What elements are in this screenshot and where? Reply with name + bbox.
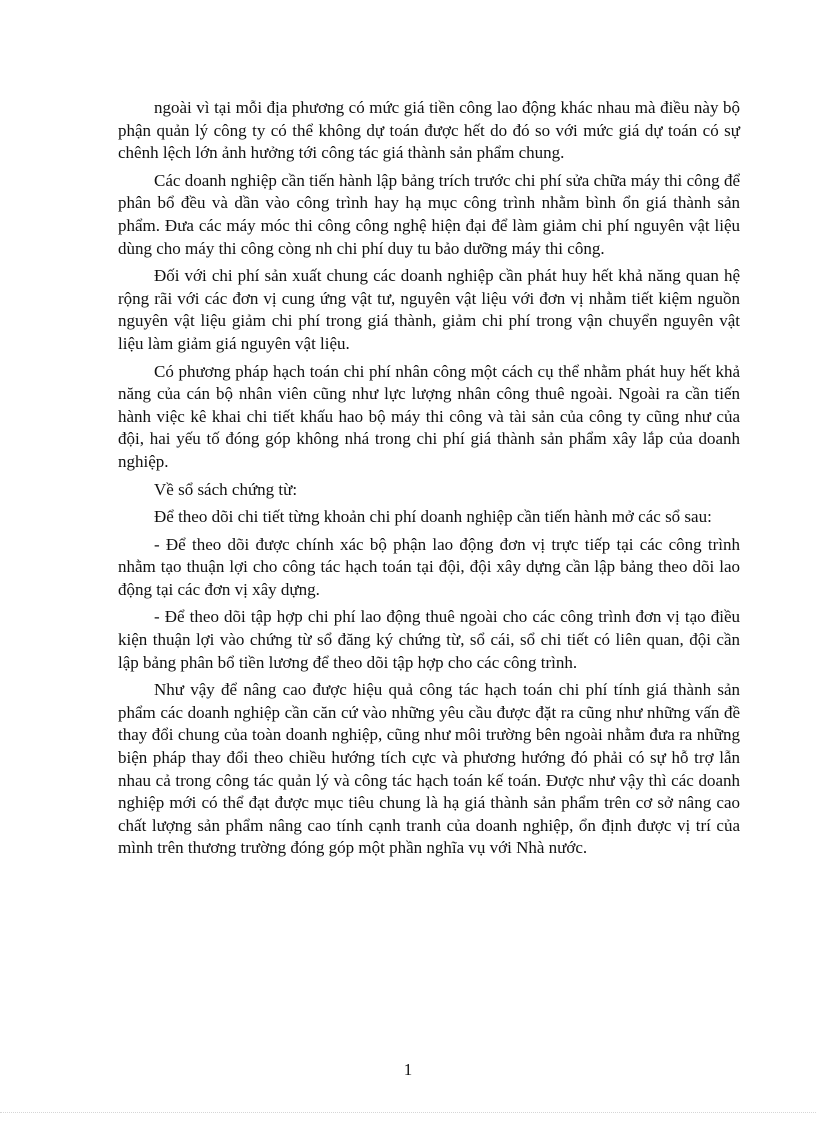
paragraph-6: Để theo dõi chi tiết từng khoản chi phí doanh nghiệp cần tiến hành mở các sổ sau:: [154, 507, 712, 527]
paragraph-4: Có phương pháp hạch toán chi phí nhân công một cách cụ thể nhằm phát huy hết khả năng của cán bộ nhân viên cũng như lực lượng nhân công thuê ngoài. Ngoài ra cần tiến hành việc kê khai chi tiết khấu hao bộ máy thi công và tài sản của công ty cũng như của đội, hai yếu tố đóng góp không nhá trong chi phí giá thành sản phẩm xây lắp của doanh nghiệp.: [118, 361, 740, 471]
page-bottom-divider: [0, 1112, 816, 1113]
list-item-1: - Để theo dõi được chính xác bộ phận lao động đơn vị trực tiếp tại các công trình nhằm tạo thuận lợi cho công tác hạch toán tại đội, đội xây dựng cần lập bảng theo dõi lao động tại các đơn vị xây dựng.: [118, 534, 740, 599]
paragraph-3: Đối với chi phí sản xuất chung các doanh nghiệp cần phát huy hết khả năng quan hệ rộng rãi với các đơn vị cung ứng vật tư, nguyên vật liệu với đơn vị nhằm tiết kiệm nguồn nguyên vật liệu giảm chi phí trong giá thành, giảm chi phí trong vận chuyển nguyên vật liệu làm giảm giá nguyên vật liệu.: [118, 266, 740, 353]
page-number: 1: [403, 1060, 413, 1079]
paragraph-2: Các doanh nghiệp cần tiến hành lập bảng trích trước chi phí sửa chữa máy thi công để phân bổ đều và dần vào công trình hay hạ mục công trình nhằm bình ổn giá thành sản phẩm. Đưa các máy móc thi công công nghệ hiện đại để làm giảm chi phí nguyên vật liệu dùng cho máy thi công còng nh chi phí duy tu bảo dưỡng máy thi công.: [118, 170, 740, 258]
document-body: [118, 97, 740, 865]
paragraph-conclusion: Như vậy để nâng cao được hiệu quả công tác hạch toán chi phí tính giá thành sản phẩm các doanh nghiệp cần căn cứ vào những yêu cầu được đặt ra cũng như những vấn đề thay đổi chung của toàn doanh nghiệp, cũng như môi trường bên ngoài nhằm đưa ra những biện pháp thay đổi theo chiều hướng tích cực và phương hướng đó phải có sự hỗ trợ lẫn nhau cả trong công tác quản lý và công tác hạch toán kế toán. Được như vậy thì các doanh nghiệp mới có thể đạt được mục tiêu chung là hạ giá thành sản phẩm trên cơ sở nâng cao chất lượng sản phẩm nâng cao tính cạnh tranh của doanh nghiệp, ổn định được vị trí của mình trên thương trường đóng góp một phần nghĩa vụ với Nhà nước.: [118, 680, 740, 858]
paragraph-1: ngoài vì tại mỗi địa phương có mức giá tiền công lao động khác nhau mà điều này bộ phận quản lý công ty có thể không dự toán được hết do đó so với mức giá dự toán có sự chênh lệch lớn ảnh hưởng tới công tác giá thành sản phẩm chung.: [118, 98, 740, 163]
list-item-2: - Để theo dõi tập hợp chi phí lao động thuê ngoài cho các công trình đơn vị tạo điều kiện thuận lợi vào chứng từ sổ đăng ký chứng từ, sổ cái, sổ chi tiết có liên quan, đội cần lập bảng phân bổ tiền lương để theo dõi tập hợp cho các công trình.: [118, 607, 740, 672]
section-heading-records: Về sổ sách chứng từ:: [154, 479, 298, 499]
